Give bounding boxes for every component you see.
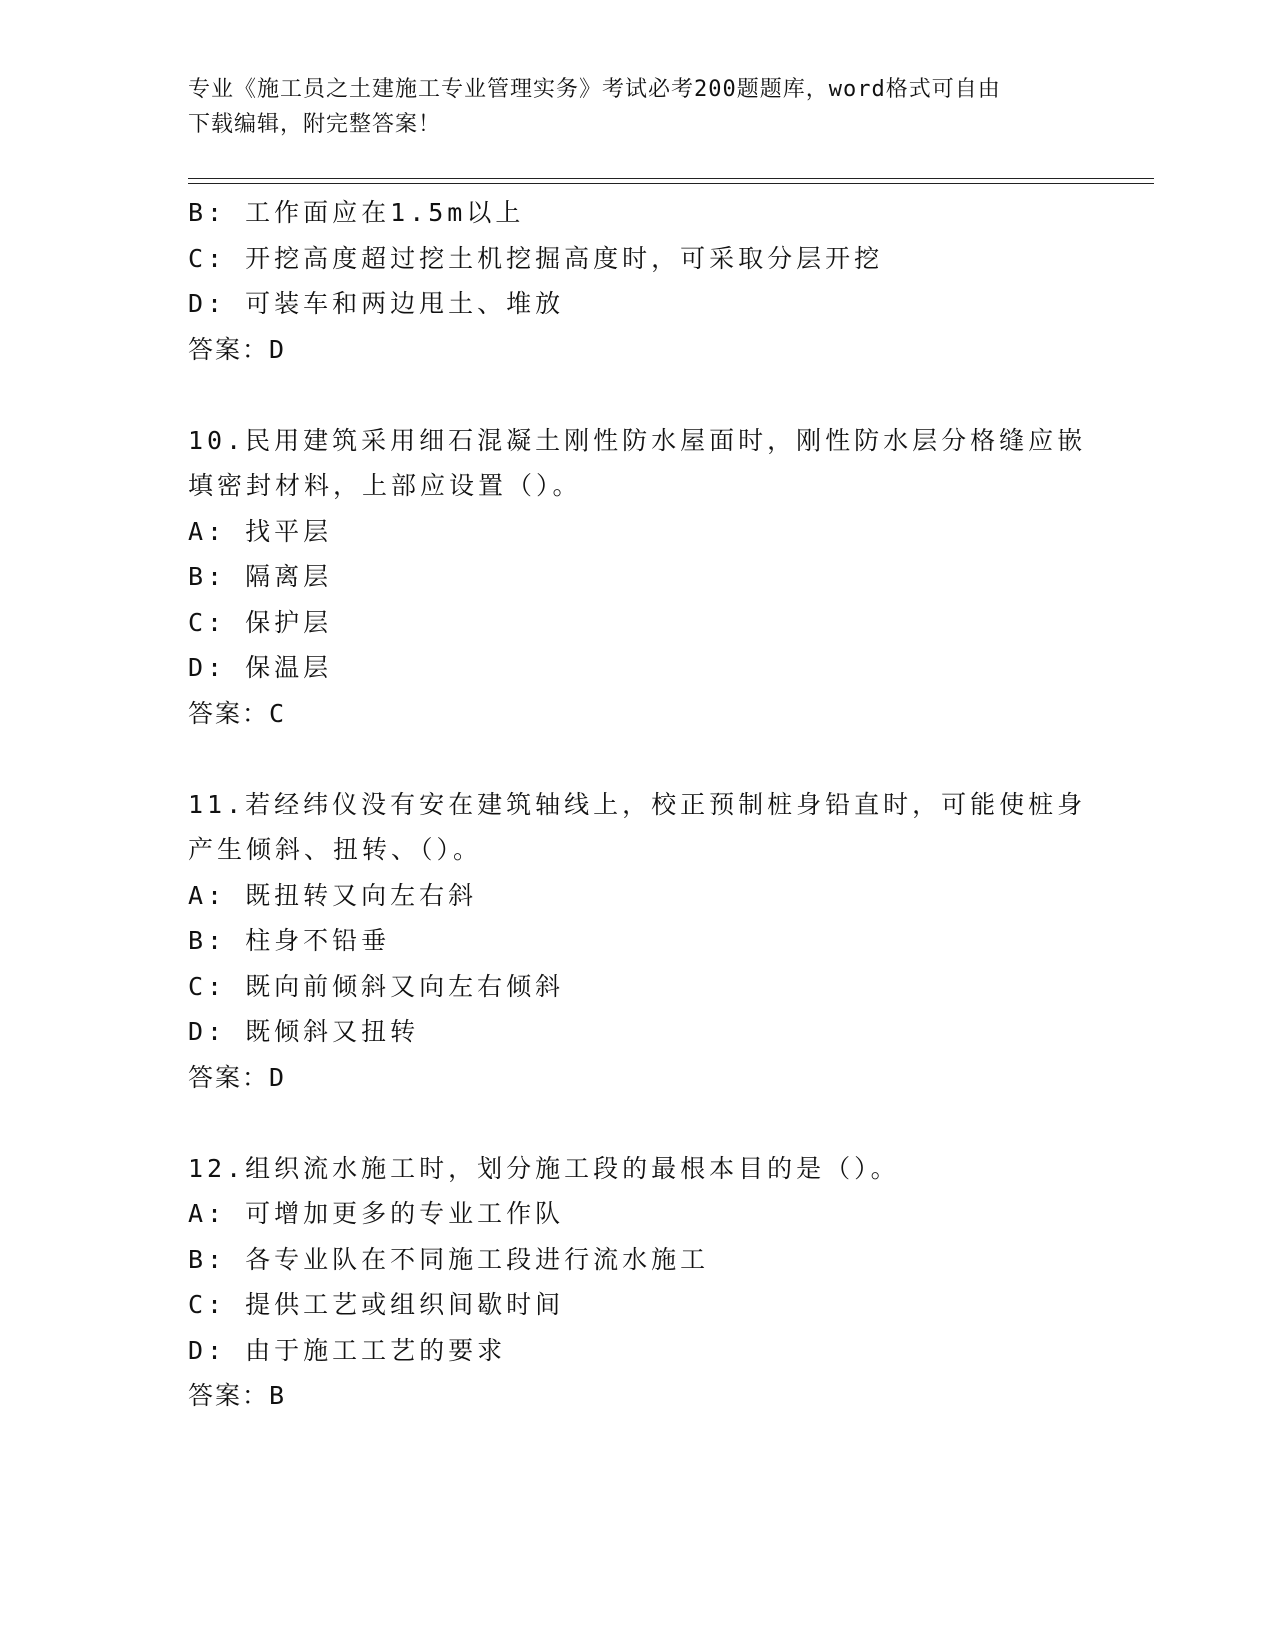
- question-stem-line-1: 12.组织流水施工时，划分施工段的最根本目的是（）。: [188, 1153, 900, 1183]
- header-divider-top: [188, 178, 1154, 179]
- option-c: C: 提供工艺或组织间歇时间: [188, 1290, 565, 1319]
- answer-line: 答案：B: [188, 1381, 287, 1410]
- question-stem-line-2: 填密封材料，上部应设置（）。: [188, 471, 582, 500]
- question-12: [188, 1146, 1088, 1419]
- question-spacer: [188, 1100, 1088, 1146]
- question-stem: [188, 782, 1088, 873]
- question-list: [188, 190, 1088, 1419]
- option-d: D: 由于施工工艺的要求: [188, 1335, 507, 1365]
- option-a: A: 找平层: [188, 516, 333, 546]
- header-divider-bottom: [188, 183, 1154, 184]
- option-a: A: 既扭转又向左右斜: [188, 880, 478, 910]
- option-a: A: 可增加更多的专业工作队: [188, 1199, 565, 1228]
- question-spacer: [188, 372, 1088, 418]
- question-9-continued: [188, 190, 1088, 372]
- question-stem-line-1: 10.民用建筑采用细石混凝土刚性防水屋面时，刚性防水层分格缝应嵌: [188, 425, 1087, 455]
- option-b: B: 柱身不铅垂: [188, 926, 391, 955]
- question-stem-line-2: 产生倾斜、扭转、（）。: [188, 835, 483, 864]
- question-10: [188, 418, 1088, 737]
- option-c: C: 保护层: [188, 607, 333, 637]
- option-c: C: 开挖高度超过挖土机挖掘高度时，可采取分层开挖: [188, 243, 884, 273]
- question-spacer: [188, 736, 1088, 782]
- option-c: C: 既向前倾斜又向左右倾斜: [188, 971, 565, 1001]
- option-b: B: 隔离层: [188, 562, 333, 591]
- document-header: [188, 72, 1088, 142]
- question-stem: [188, 1146, 1088, 1192]
- answer-line: 答案：D: [188, 1062, 287, 1092]
- header-title-line-1: 专业《施工员之土建施工专业管理实务》考试必考200题题库，word格式可自由: [188, 77, 1001, 102]
- question-stem: [188, 418, 1088, 509]
- question-stem-line-1: 11.若经纬仪没有安在建筑轴线上，校正预制桩身铅直时，可能使桩身: [188, 789, 1087, 819]
- question-11: [188, 782, 1088, 1101]
- option-d: D: 可装车和两边甩土、堆放: [188, 289, 565, 318]
- header-title-line-2: 下载编辑，附完整答案！: [188, 112, 442, 137]
- option-d: D: 既倾斜又扭转: [188, 1017, 420, 1046]
- option-b: B: 工作面应在1.5m以上: [188, 198, 525, 227]
- answer-line: 答案：D: [188, 334, 287, 364]
- answer-line: 答案：C: [188, 698, 287, 728]
- option-d: D: 保温层: [188, 653, 333, 682]
- option-b: B: 各专业队在不同施工段进行流水施工: [188, 1244, 710, 1274]
